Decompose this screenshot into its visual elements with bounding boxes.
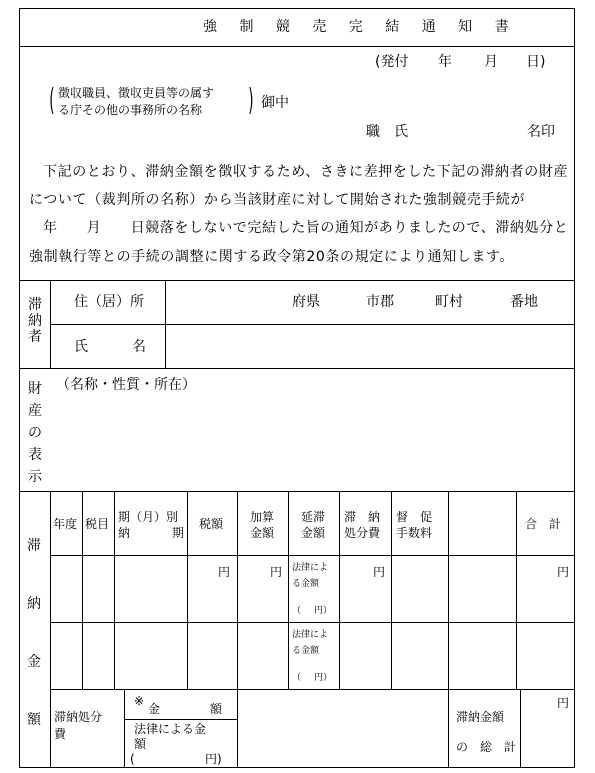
- header-surcharge-1: 加算: [250, 510, 275, 524]
- rule-col-demand: [448, 491, 449, 768]
- header-tax-amount: 税額: [199, 517, 224, 531]
- header-disposal-1: 滞 納: [344, 510, 381, 524]
- row1-legal-paren-close: 円）: [314, 606, 333, 616]
- disposal-legal-1: 法律による金: [134, 722, 207, 736]
- disposal-cost-label-2: 費: [54, 727, 67, 741]
- body-line-3: 年 月 日競落をしないで完結した旨の通知がありましたので、滞納処分と: [43, 220, 569, 236]
- disposal-legal-2: 額: [134, 737, 147, 751]
- official-seal-label: 名印: [527, 124, 555, 140]
- rule-col-blank: [516, 491, 517, 689]
- header-year: 年度: [53, 517, 78, 531]
- row1-legal-1: 法律によ: [292, 563, 329, 573]
- row1-legal-2: る金額: [292, 579, 320, 589]
- rule-col-period: [187, 491, 188, 689]
- amount-label-char-4: 額: [27, 712, 41, 728]
- amount-label-char-2: 納: [27, 596, 41, 612]
- issue-day-label: 日): [526, 54, 546, 70]
- header-period-2a: 納: [118, 526, 131, 540]
- addressee-line1: 徴収職員、徴収吏員等の属す: [58, 86, 215, 100]
- rule-disposal-label: [124, 689, 125, 768]
- row1-surcharge-yen: 円: [270, 565, 283, 579]
- rule-under-title: [19, 46, 575, 47]
- address-lot: 番地: [510, 294, 538, 310]
- grand-total-label-2: の 総 計: [456, 740, 517, 754]
- header-demand-1: 督 促: [396, 510, 433, 524]
- rule-under-row2: [50, 689, 575, 690]
- official-role-label: 職: [366, 124, 380, 140]
- rule-disposal-inner: [124, 719, 237, 720]
- rule-under-name: [19, 368, 575, 369]
- issue-month-label: 月: [484, 54, 498, 70]
- rule-under-property: [19, 491, 575, 492]
- name-label-2: 名: [132, 339, 146, 355]
- rule-under-headers: [50, 555, 575, 556]
- header-total: 合 計: [525, 517, 562, 531]
- header-period-1: 期（月）別: [118, 510, 179, 524]
- header-period-2b: 期: [172, 526, 185, 540]
- row1-tax-yen: 円: [218, 565, 231, 579]
- document-title: 強 制 競 売 完 結 通 知 書: [203, 19, 518, 35]
- header-surcharge-2: 金額: [250, 526, 275, 540]
- body-line-4: 強制執行等との手続の調整に関する政令第20条の規定により通知します。: [29, 249, 515, 265]
- row2-legal-1: 法律によ: [292, 630, 329, 640]
- body-line-1: 下記のとおり、滞納金額を徴収するため、さきに差押をした下記の滞納者の財産: [43, 164, 569, 180]
- header-delay-1: 延滞: [301, 510, 326, 524]
- row2-legal-paren-close: 円）: [314, 673, 333, 683]
- rule-col-surcharge: [288, 491, 289, 689]
- disposal-legal-paren-open: (: [130, 752, 135, 766]
- row2-legal-2: る金額: [292, 646, 320, 656]
- property-section-label: 財産の表示: [28, 381, 42, 485]
- disposal-gaku: 額: [210, 702, 223, 716]
- rule-col-year: [82, 491, 83, 689]
- row1-legal-paren-open: （: [292, 606, 302, 616]
- header-delay-2: 金額: [301, 526, 326, 540]
- addressee-line2: る庁その他の事務所の名称: [58, 103, 203, 117]
- rule-col-disposal: [391, 491, 392, 689]
- rule-under-row1: [50, 622, 575, 623]
- row2-legal-paren-open: （: [292, 673, 302, 683]
- disposal-cost-label-1: 滞納処分: [54, 710, 103, 724]
- header-tax-item: 税目: [85, 517, 110, 531]
- body-line-2: について（裁判所の名称）から当該財産に対して開始された強制競売手続が: [29, 192, 526, 208]
- rule-col-taxitem: [114, 491, 115, 689]
- rule-after-address-label: [165, 280, 166, 368]
- issue-year-label: 年: [438, 54, 452, 70]
- issue-date-open: (発付: [375, 54, 409, 70]
- address-prefecture: 府県: [292, 294, 320, 310]
- row1-disposal-yen: 円: [373, 565, 386, 579]
- rule-under-body: [19, 280, 575, 281]
- rule-col-tax: [237, 491, 238, 768]
- rule-amount-label-col: [50, 491, 51, 768]
- address-label: 住（居）所: [74, 294, 144, 310]
- delinquent-section-label: 滞納者: [28, 297, 42, 345]
- disposal-legal-paren-close: 円): [205, 752, 222, 766]
- rule-col-delay: [339, 491, 340, 689]
- property-description-label: （名称・性質・所在）: [56, 377, 196, 393]
- header-demand-2: 手数料: [396, 526, 433, 540]
- amount-label-char-3: 金: [27, 654, 41, 670]
- address-city: 市郡: [366, 294, 394, 310]
- addressee-paren-close: ): [248, 83, 254, 118]
- row1-total-yen: 円: [557, 565, 570, 579]
- disposal-kin: 金: [148, 702, 161, 716]
- addressee-onchu: 御中: [261, 95, 289, 111]
- amount-label-char-1: 滞: [27, 538, 41, 554]
- name-label-1: 氏: [74, 339, 88, 355]
- rule-under-address: [50, 324, 575, 325]
- rule-left-label-col: [50, 280, 51, 368]
- official-name-label: 氏: [394, 124, 408, 140]
- address-town: 町村: [435, 294, 463, 310]
- header-disposal-2: 処分費: [344, 526, 381, 540]
- grand-total-yen: 円: [557, 696, 570, 710]
- disposal-mark: ※: [134, 694, 145, 708]
- addressee-paren-open: (: [49, 83, 55, 118]
- rule-grand-total-label: [520, 689, 521, 768]
- grand-total-label-1: 滞納金額: [456, 710, 505, 724]
